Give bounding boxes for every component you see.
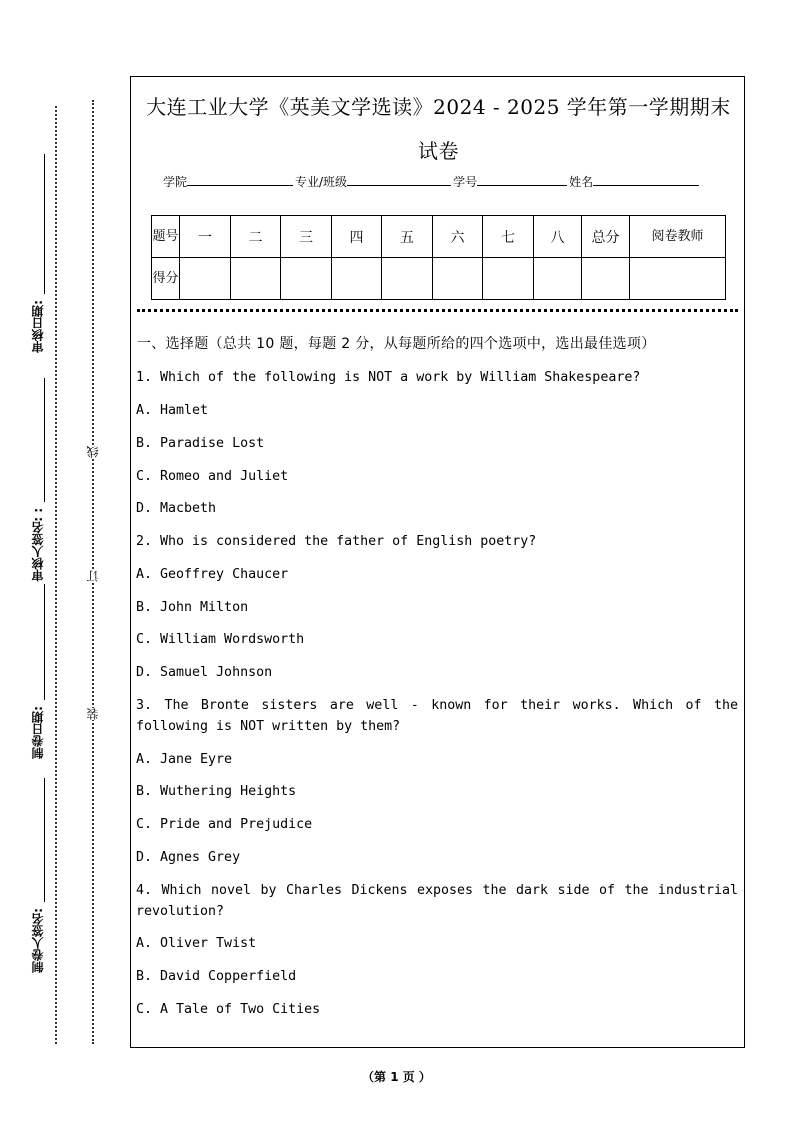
binding-dotted-line-outer [55, 106, 57, 1044]
college-label: 学院 [163, 175, 188, 189]
option-text: A. Jane Eyre [136, 752, 233, 767]
option-text: B. David Copperfield [136, 969, 297, 984]
score-cell-grader[interactable] [630, 258, 726, 300]
score-col-total: 总分 [582, 216, 630, 258]
score-cell[interactable] [382, 258, 433, 300]
question-text: 2. Who is considered the father of English poetry? [136, 534, 537, 549]
binding-char-zhuang: 装 [86, 708, 100, 720]
make-sign-label: 制卷人签名: [31, 908, 45, 973]
score-col-1: 一 [180, 216, 231, 258]
score-table-score-row [152, 258, 726, 300]
make-date-line [44, 584, 45, 700]
student-id-field[interactable] [477, 173, 567, 186]
score-cell[interactable] [332, 258, 382, 300]
page-footer: （第 1 页 ） [362, 1070, 431, 1084]
option-text: C. Pride and Prejudice [136, 817, 313, 832]
section-1-heading: 一、选择题（总共 10 题，每题 2 分，从每题所给的四个选项中，选出最佳选项） [137, 336, 656, 352]
score-cell[interactable] [180, 258, 231, 300]
question-number-header: 题号 [152, 216, 180, 258]
option-text: D. Macbeth [136, 501, 217, 516]
option-text: C. Romeo and Juliet [136, 469, 289, 484]
score-col-4: 四 [332, 216, 382, 258]
audit-date-line [44, 154, 45, 294]
option-text: C. William Wordsworth [136, 632, 305, 647]
score-cell[interactable] [534, 258, 582, 300]
score-col-3: 三 [281, 216, 332, 258]
option-text: D. Agnes Grey [136, 850, 241, 865]
score-cell[interactable] [281, 258, 332, 300]
question-text: 3. The Bronte sisters are well - known for their works. Which of the following is NOT written by them? [136, 698, 747, 734]
student-info-row [163, 173, 701, 190]
major-field[interactable] [347, 173, 451, 186]
score-col-grader: 阅卷教师 [630, 216, 726, 258]
name-field[interactable] [593, 173, 699, 186]
score-col-8: 八 [534, 216, 582, 258]
college-field[interactable] [187, 173, 293, 186]
option-text: A. Hamlet [136, 403, 209, 418]
score-table [151, 215, 726, 300]
option-text: A. Geoffrey Chaucer [136, 567, 289, 582]
score-cell[interactable] [231, 258, 281, 300]
score-col-7: 七 [483, 216, 534, 258]
make-sign-line [44, 778, 45, 902]
score-cell[interactable] [433, 258, 483, 300]
option-text: B. Wuthering Heights [136, 784, 297, 799]
audit-sign-line [44, 378, 45, 502]
student-id-label: 学号 [453, 175, 478, 189]
binding-char-ding: 订 [86, 570, 100, 582]
question-text: 4. Which novel by Charles Dickens exposes the dark side of the industrial revolution? [136, 883, 747, 919]
exam-title: 大连工业大学《英美文学选读》2024 - 2025 学年第一学期期末试卷 [146, 95, 731, 163]
name-label: 姓名 [569, 175, 594, 189]
score-col-6: 六 [433, 216, 483, 258]
option-text: B. Paradise Lost [136, 436, 265, 451]
score-table-header-row [152, 216, 726, 258]
score-cell-total[interactable] [582, 258, 630, 300]
dotted-separator [137, 309, 738, 312]
option-text: A. Oliver Twist [136, 936, 257, 951]
score-col-2: 二 [231, 216, 281, 258]
major-label: 专业/班级 [295, 175, 348, 189]
score-row-label: 得分 [152, 258, 180, 300]
binding-char-line: 线 [86, 446, 100, 458]
option-text: C. A Tale of Two Cities [136, 1002, 321, 1017]
score-cell[interactable] [483, 258, 534, 300]
make-date-label: 制卷日期: [31, 706, 45, 759]
option-text: D. Samuel Johnson [136, 665, 273, 680]
audit-date-label: 审核日期: [31, 300, 45, 353]
option-text: B. John Milton [136, 600, 249, 615]
exam-frame [130, 76, 745, 1048]
question-text: 1. Which of the following is NOT a work by William Shakespeare? [136, 370, 641, 385]
audit-sign-label: 审核人签名: : [31, 508, 45, 582]
score-col-5: 五 [382, 216, 433, 258]
